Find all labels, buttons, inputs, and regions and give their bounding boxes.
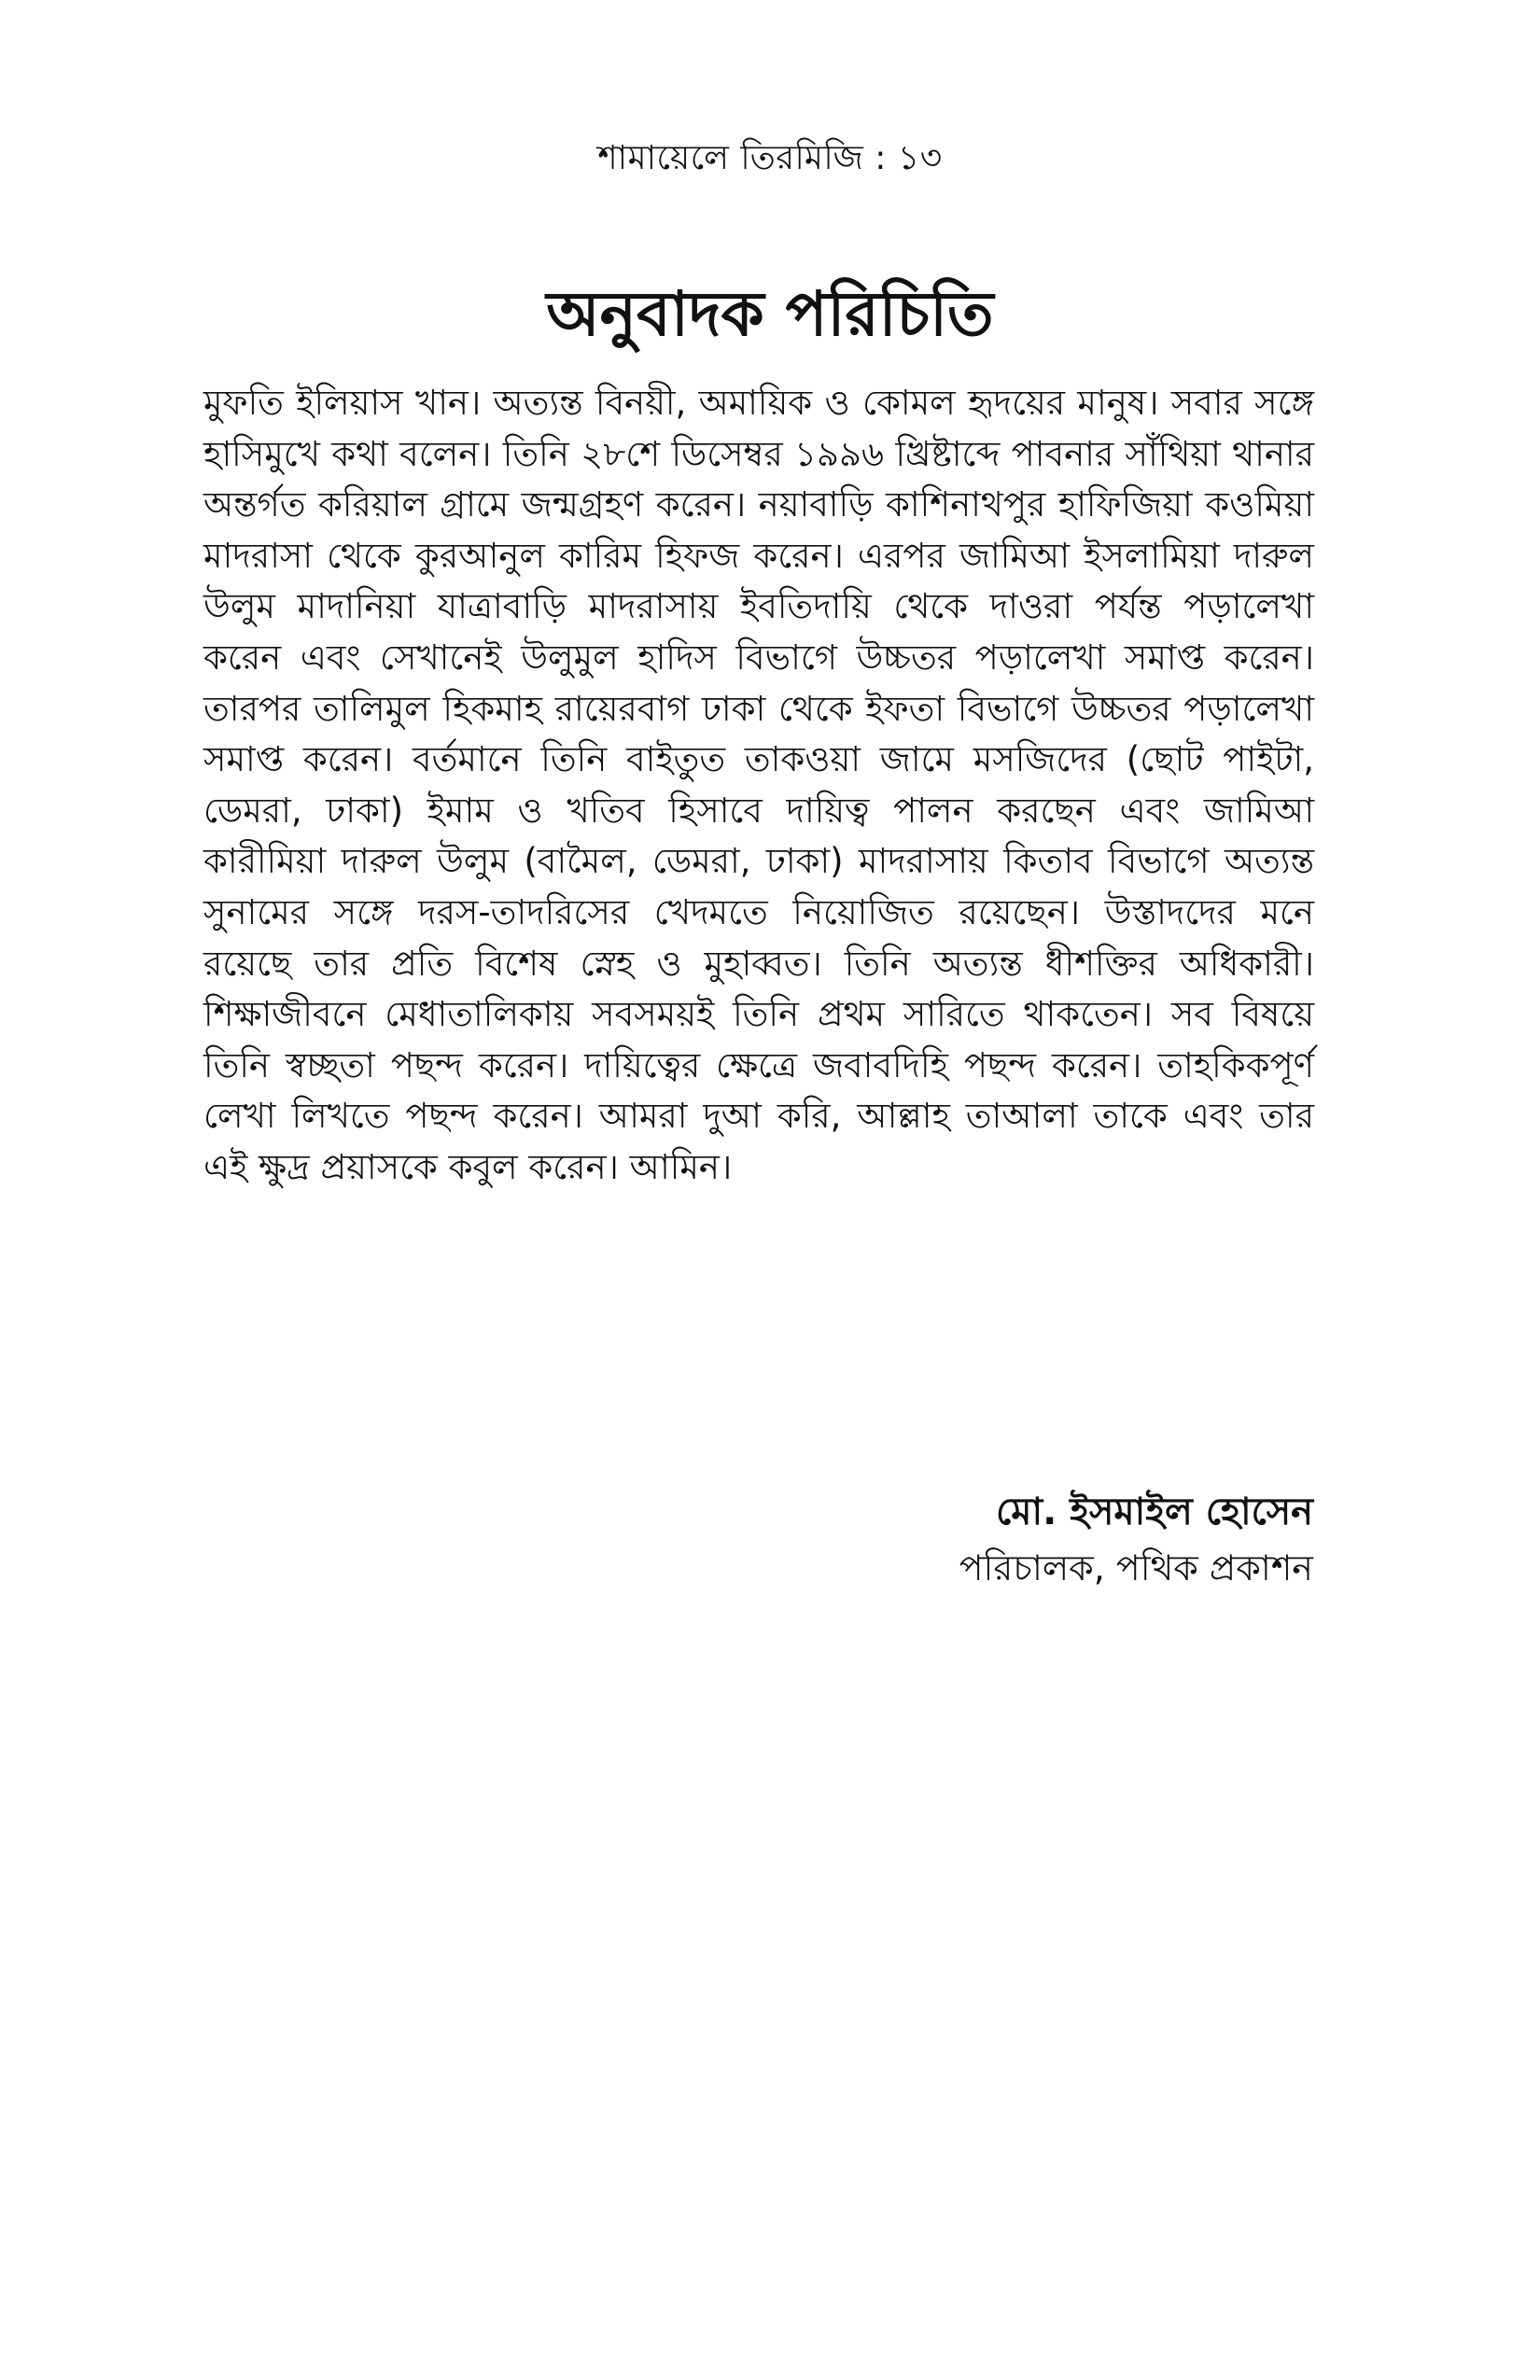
body-paragraph: মুফতি ইলিয়াস খান। অত্যন্ত বিনয়ী, অমায়িক ও কোমল হৃদয়ের মানুষ। সবার সঙ্গে হাসিমুখে কথা বলেন। তিনি ২৮শে ডিসেম্বর ১৯৯৬ খ্রিষ্টাব্দে পাবনার সাঁথিয়া থানার অন্তর্গত করিয়াল গ্রামে জন্মগ্রহণ করেন। নয়াবাড়ি কাশিনাথপুর হাফিজিয়া কওমিয়া মাদরাসা থেকে কুরআনুল কারিম হিফজ করেন। এরপর জামিআ ইসলামিয়া দারুল উলুম মাদানিয়া যাত্রাবাড়ি মাদরাসায় ইবতিদায়ি থেকে দাওরা পর্যন্ত পড়ালেখা করেন এবং সেখানেই উলুমুল হাদিস বিভাগে উচ্চতর পড়ালেখা সমাপ্ত করেন। তারপর তালিমুল হিকমাহ রায়েরবাগ ঢাকা থেকে ইফতা বিভাগে উচ্চতর পড়ালেখা সমাপ্ত করেন। বর্তমানে তিনি বাইতুত তাকওয়া জামে মসজিদের (ছোট পাইটা, ডেমরা, ঢাকা) ইমাম ও খতিব হিসাবে দায়িত্ব পালন করছেন এবং জামিআ কারীমিয়া দারুল উলুম (বামৈল, ডেমরা, ঢাকা) মাদরাসায় কিতাব বিভাগে অত্যন্ত সুনামের সঙ্গে দরস-তাদরিসের খেদমতে নিয়োজিত রয়েছেন। উস্তাদদের মনে রয়েছে তার প্রতি বিশেষ স্নেহ ও মুহাব্বত। তিনি অত্যন্ত ধীশক্তির অধিকারী। শিক্ষাজীবনে মেধাতালিকায় সবসময়ই তিনি প্রথম সারিতে থাকতেন। সব বিষয়ে তিনি স্বচ্ছতা পছন্দ করেন। দায়িত্বের ক্ষেত্রে জবাবদিহি পছন্দ করেন। তাহকিকপূর্ণ লেখা লিখতে পছন্দ করেন। আমরা দুআ করি, আল্লাহ তাআলা তাকে এবং তার এই ক্ষুদ্র প্রয়াসকে কবুল করেন। আমিন। — [203, 383, 1314, 1187]
running-header: শামায়েলে তিরমিজি : ১৩ — [597, 139, 943, 177]
signature-block — [959, 1484, 1313, 1596]
signer-name: মো. ইসমাইল হোসেন — [996, 1491, 1313, 1533]
page-title: অনুবাদক পরিচিতি — [546, 278, 994, 350]
signer-role: পরিচালক, পথিক প্রকাশন — [959, 1547, 1313, 1589]
